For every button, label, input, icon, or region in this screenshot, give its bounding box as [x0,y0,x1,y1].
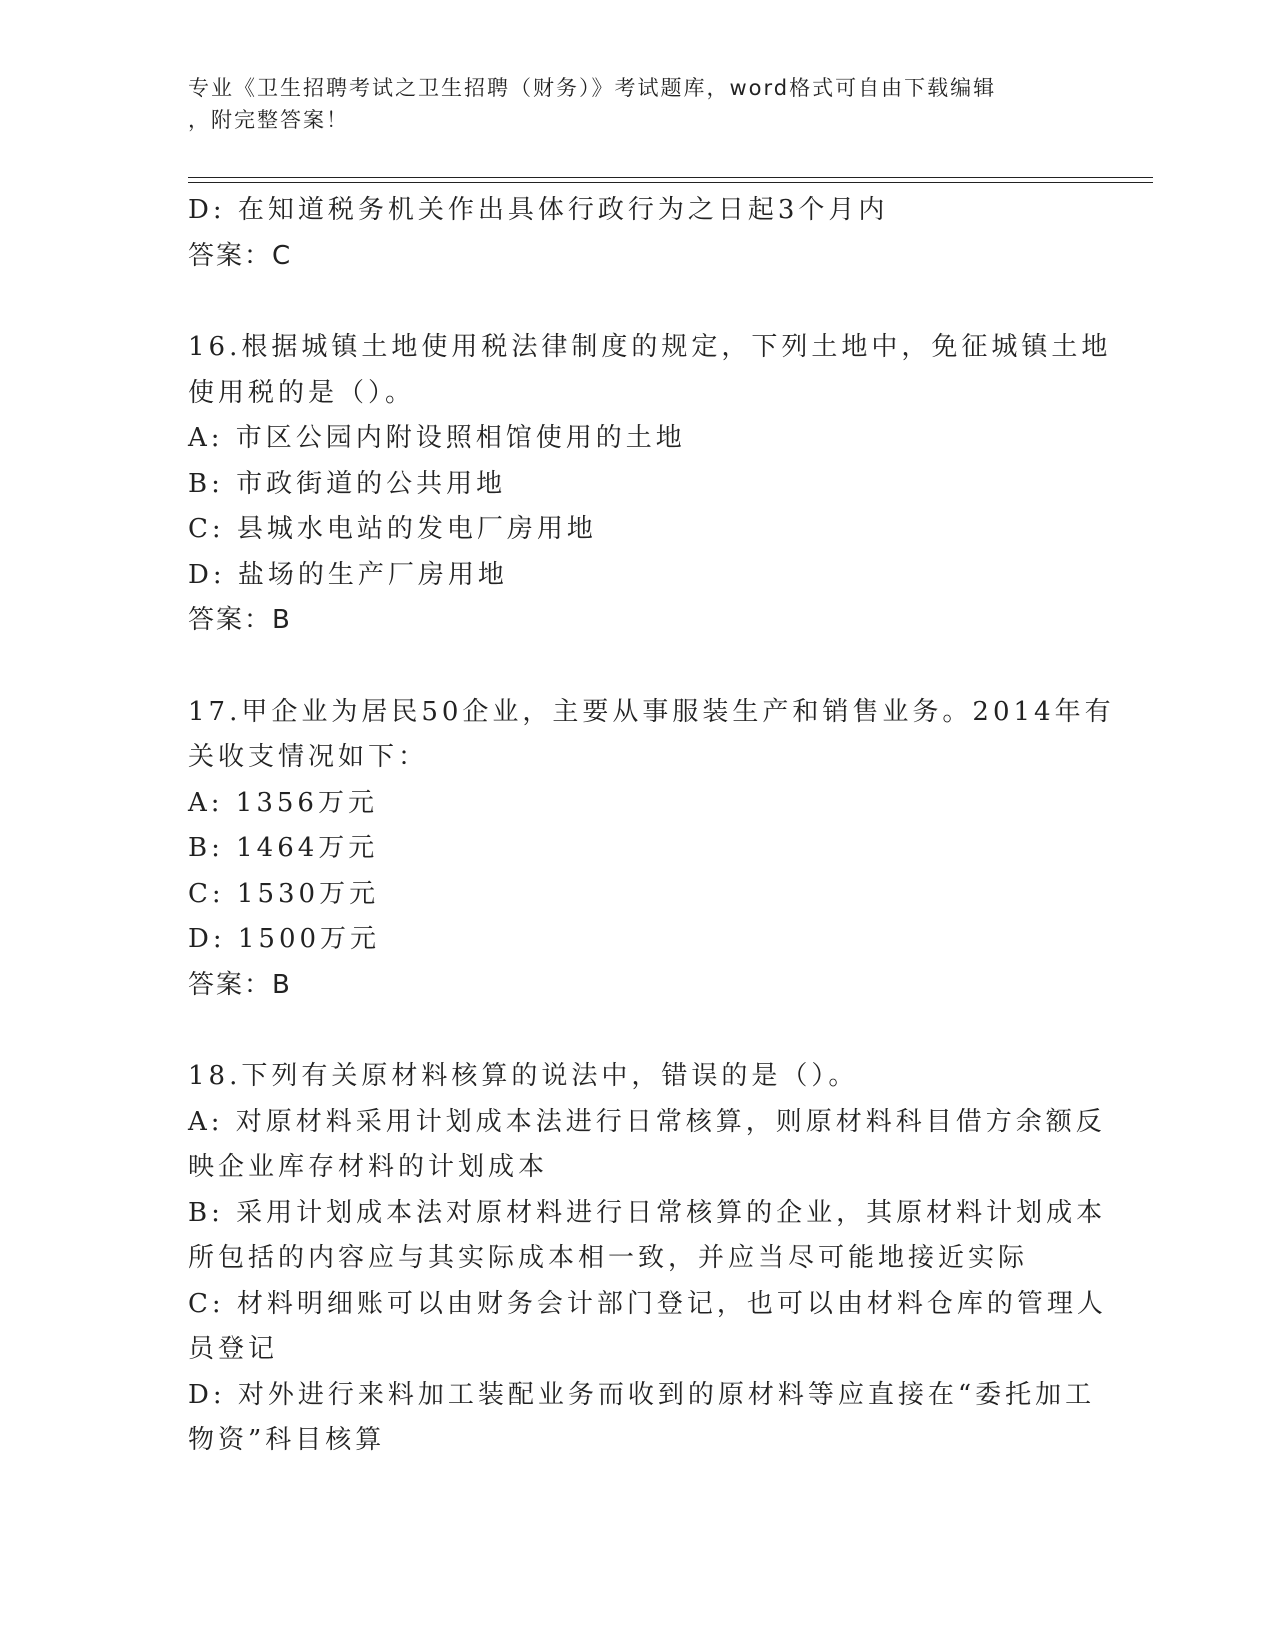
option-c: C: 1530万元 [188,878,380,909]
answer: 答案：C [188,240,293,271]
document-header [188,72,1068,136]
option-d-continued: 物资”科目核算 [188,1425,386,1455]
question-stem-continued: 关收支情况如下： [188,742,429,772]
option-b: B: 市政街道的公共用地 [188,468,507,499]
option-a: A: 对原材料采用计划成本法进行日常核算，则原材料科目借方余额反 [188,1106,1106,1137]
header-divider-bottom [188,182,1153,183]
option-c: C: 县城水电站的发电厂房用地 [188,514,597,544]
question-18 [188,1054,1107,1464]
question-stem: 17.甲企业为居民50企业，主要从事服装生产和销售业务。2014年有 [188,696,1115,727]
question-17 [188,690,1115,1009]
option-c: C: 材料明细账可以由财务会计部门登记，也可以由材料仓库的管理人 [188,1288,1107,1319]
question-stem: 16.根据城镇土地使用税法律制度的规定，下列土地中，免征城镇土地 [188,332,1112,362]
option-b: B: 1464万元 [188,833,379,863]
answer: 答案：B [188,969,292,1000]
option-d: D: 1500万元 [188,924,381,954]
option-d: D: 对外进行来料加工装配业务而收到的原材料等应直接在“委托加工 [188,1379,1096,1410]
spacer [188,279,1093,325]
option-a-continued: 映企业库存材料的计划成本 [188,1152,549,1182]
question-stem: 18.下列有关原材料核算的说法中，错误的是（）。 [188,1061,859,1091]
question-stem-continued: 使用税的是（）。 [188,377,416,408]
option-b: B: 采用计划成本法对原材料进行日常核算的企业，其原材料计划成本 [188,1197,1107,1228]
question-16 [188,325,1112,644]
option-d: D: 盐场的生产厂房用地 [188,559,508,590]
header-divider-top [188,177,1153,178]
header-line-1: 专业《卫生招聘考试之卫生招聘（财务）》考试题库，word格式可自由下载编辑 [188,76,997,100]
question-content [188,188,1115,1464]
spacer [188,1008,1093,1054]
option-a: A: 市区公园内附设照相馆使用的土地 [188,423,686,453]
option-a: A: 1356万元 [188,787,378,818]
spacer [188,644,1093,690]
option-d: D: 在知道税务机关作出具体行政行为之日起3个月内 [188,195,889,225]
previous-question-tail [188,188,1093,279]
answer: 答案：B [188,605,292,635]
option-b-continued: 所包括的内容应与其实际成本相一致，并应当尽可能地接近实际 [188,1243,1029,1273]
header-line-2: ，附完整答案！ [188,108,349,132]
option-c-continued: 员登记 [188,1334,279,1364]
